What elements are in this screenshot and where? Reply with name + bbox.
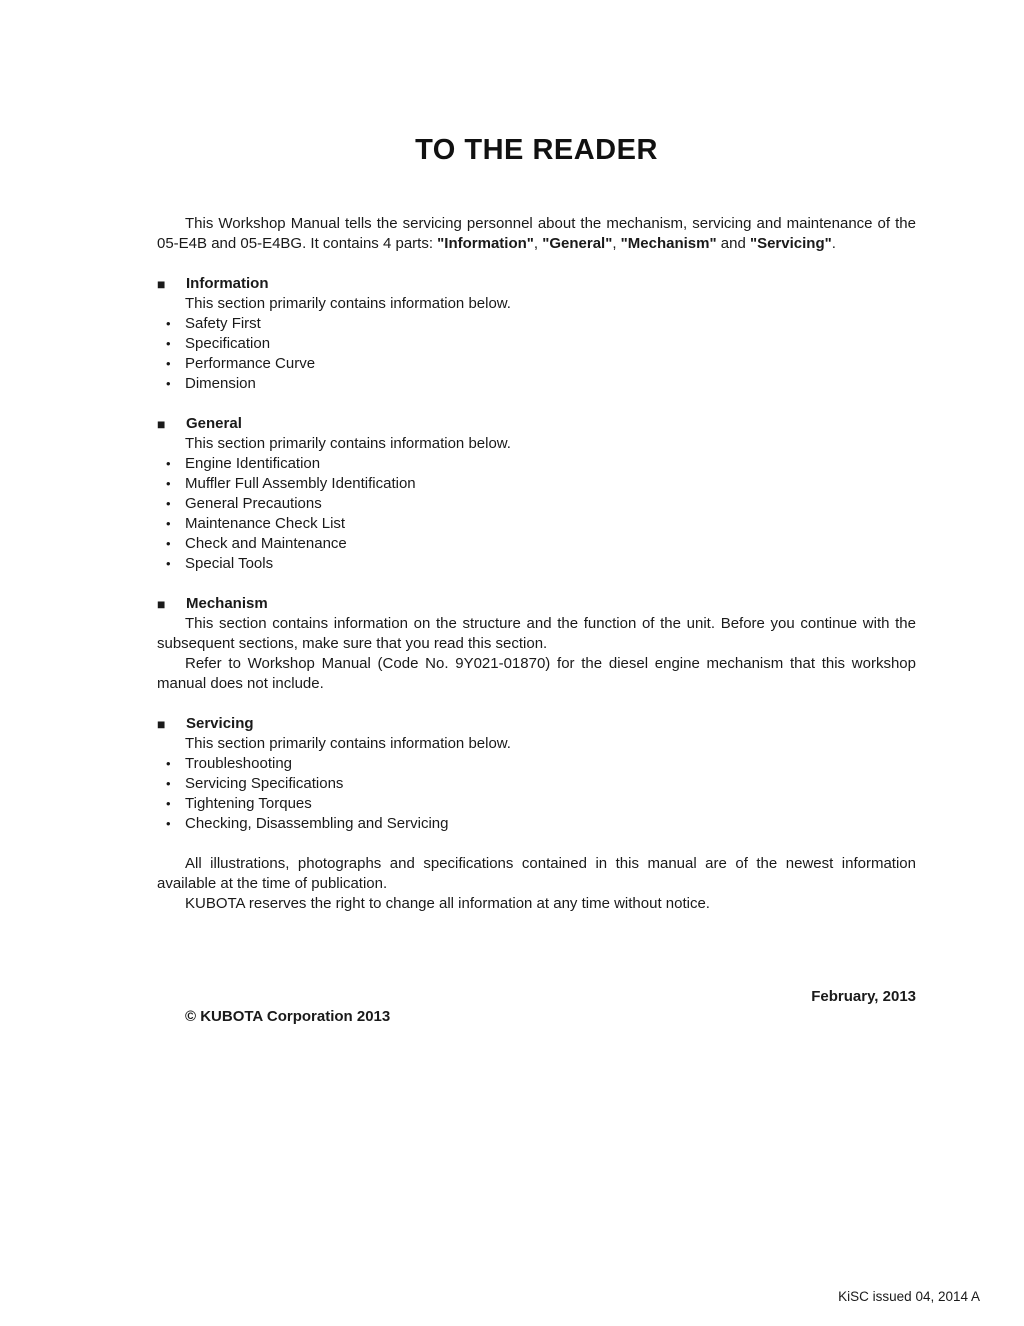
- bullet-list: [157, 314, 916, 394]
- intro-separator: ,: [533, 235, 543, 252]
- list-item: [157, 494, 916, 514]
- closing-paragraphs: [157, 854, 916, 914]
- section-heading: [157, 274, 916, 294]
- list-item-label: Troubleshooting: [185, 755, 293, 772]
- list-item: [157, 334, 916, 354]
- section-mechanism: [157, 594, 916, 694]
- list-item: [157, 474, 916, 494]
- publication-block: [157, 987, 916, 1027]
- bullet-icon: •: [166, 536, 171, 551]
- bullet-icon: •: [166, 816, 171, 831]
- intro-separator: ,: [612, 235, 621, 252]
- section-paragraph: Refer to Workshop Manual (Code No. 9Y021-01870) for the diesel engine mechanism that this workshop manual does not include.: [157, 655, 916, 692]
- bullet-icon: •: [166, 316, 171, 331]
- bullet-icon: •: [166, 476, 171, 491]
- list-item: [157, 554, 916, 574]
- bullet-icon: •: [166, 756, 171, 771]
- section-heading: [157, 414, 916, 434]
- bullet-icon: •: [166, 456, 171, 471]
- list-item: [157, 514, 916, 534]
- section-heading-label: Information: [186, 275, 269, 292]
- closing-paragraph: KUBOTA reserves the right to change all information at any time without notice.: [185, 895, 710, 912]
- intro-bold-general: "General": [542, 235, 613, 252]
- list-item-label: Servicing Specifications: [185, 775, 344, 792]
- intro-period: .: [831, 235, 836, 252]
- section-intro: This section primarily contains information below.: [185, 735, 511, 752]
- list-item-label: Dimension: [185, 375, 256, 392]
- section-intro: This section primarily contains information below.: [185, 435, 511, 452]
- section-square-icon: ■: [157, 716, 166, 732]
- section-square-icon: ■: [157, 276, 166, 292]
- list-item-label: Tightening Torques: [185, 795, 312, 812]
- list-item-label: Checking, Disassembling and Servicing: [185, 815, 449, 832]
- list-item-label: Special Tools: [185, 555, 274, 572]
- bullet-icon: •: [166, 796, 171, 811]
- bullet-icon: •: [166, 376, 171, 391]
- section-square-icon: ■: [157, 416, 166, 432]
- list-item-label: Check and Maintenance: [185, 535, 347, 552]
- list-item: [157, 354, 916, 374]
- list-item: [157, 454, 916, 474]
- list-item-label: Engine Identification: [185, 455, 321, 472]
- section-heading-label: General: [186, 415, 242, 432]
- list-item-label: Specification: [185, 335, 271, 352]
- section-general: [157, 414, 916, 574]
- publication-date: February, 2013: [811, 988, 916, 1005]
- section-heading-label: Mechanism: [186, 595, 268, 612]
- list-item: [157, 814, 916, 834]
- list-item-label: Muffler Full Assembly Identification: [185, 475, 416, 492]
- bullet-list: [157, 754, 916, 834]
- section-heading-label: Servicing: [186, 715, 254, 732]
- copyright-notice: © KUBOTA Corporation 2013: [185, 1008, 391, 1025]
- bullet-icon: •: [166, 356, 171, 371]
- page-footer-issue-code: KiSC issued 04, 2014 A: [838, 1289, 980, 1304]
- list-item-label: Safety First: [185, 315, 261, 332]
- section-heading: [157, 594, 916, 614]
- bullet-icon: •: [166, 336, 171, 351]
- intro-paragraph: [157, 214, 916, 254]
- page-title: TO THE READER: [415, 134, 658, 166]
- section-square-icon: ■: [157, 596, 166, 612]
- bullet-icon: •: [166, 516, 171, 531]
- intro-bold-information: "Information": [437, 235, 534, 252]
- list-item: [157, 314, 916, 334]
- page-content: [157, 133, 916, 1027]
- bullet-list: [157, 454, 916, 574]
- list-item-label: Performance Curve: [185, 355, 316, 372]
- intro-bold-mechanism: "Mechanism": [620, 235, 717, 252]
- list-item: [157, 534, 916, 554]
- closing-paragraph: All illustrations, photographs and specifications contained in this manual are of the newest information available at the time of publication.: [157, 855, 916, 892]
- list-item: [157, 754, 916, 774]
- bullet-icon: •: [166, 556, 171, 571]
- section-servicing: [157, 714, 916, 834]
- section-information: [157, 274, 916, 394]
- bullet-icon: •: [166, 496, 171, 511]
- intro-separator: and: [716, 235, 750, 252]
- list-item-label: Maintenance Check List: [185, 515, 346, 532]
- list-item: [157, 374, 916, 394]
- list-item: [157, 774, 916, 794]
- section-paragraph: This section contains information on the structure and the function of the unit. Before you continue with the subsequent sections, make sure that you read this section.: [157, 615, 916, 652]
- intro-text: This Workshop Manual tells the servicing personnel about the mechanism, servicing and maintenance of the 05-E4B and 05-E4BG. It contains 4 parts:: [157, 215, 916, 252]
- bullet-icon: •: [166, 776, 171, 791]
- intro-bold-servicing: "Servicing": [749, 235, 832, 252]
- list-item-label: General Precautions: [185, 495, 322, 512]
- section-heading: [157, 714, 916, 734]
- list-item: [157, 794, 916, 814]
- section-intro: This section primarily contains information below.: [185, 295, 511, 312]
